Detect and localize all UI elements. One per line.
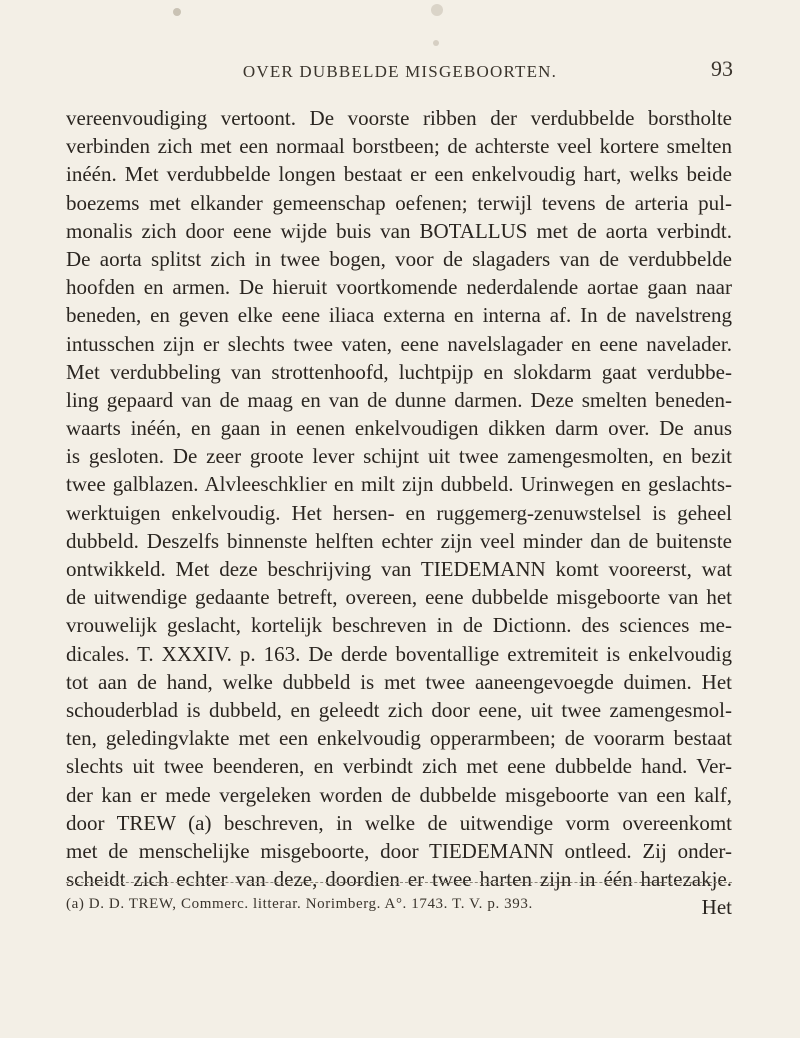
text-line: beneden, en geven elke eene iliaca externa en interna af. In de navelstreng [66,303,732,328]
text-line: dubbeld. Deszelfs binnenste helften echter zijn veel minder dan de buitenste [66,528,732,553]
text-line: waarts inéén, en gaan in eenen enkelvoudigen dikken darm over. De anus [66,416,732,441]
text-line: is gesloten. De zeer groote lever schijnt uit twee zamengesmolten, en bezit [66,444,732,469]
footnote: (a) D. D. TREW, Commerc. litterar. Norimberg. A°. 1743. T. V. p. 393. [66,896,533,912]
foxing-spot [431,4,443,16]
text-line: vrouwelijk geslacht, kortelijk beschreven in de Dictionn. des sciences me- [66,613,732,638]
text-line: verbinden zich met een normaal borstbeen; de achterste veel kortere smelten [66,134,732,159]
text-line: Met verdubbeling van strottenhoofd, luchtpijp en slokdarm gaat verdubbe- [66,359,732,384]
text-line: ling gepaard van de maag en van de dunne darmen. Deze smelten beneden- [66,387,732,412]
text-line: schouderblad is dubbeld, en geleedt zich door eene, uit twee zamengesmol- [66,697,732,722]
text-line: vereenvoudiging vertoont. De voorste ribben der verdubbelde borstholte [66,106,732,130]
running-title: OVER DUBBELDE MISGEBOORTEN. [242,62,558,81]
text-line: boezems met elkander gemeenschap oefenen; terwijl tevens de arteria pul- [66,190,732,215]
text-line: werktuigen enkelvoudig. Het hersen- en ruggemerg-zenuwstelsel is geheel [66,500,732,525]
text-line: ten, geledingvlakte met een enkelvoudig opperarmbeen; de voorarm bestaat [66,726,732,751]
text-line: inéén. Met verdubbelde longen bestaat er een enkelvoudig hart, welks beide [66,162,732,187]
text-line: Het [701,895,732,920]
text-line: De aorta splitst zich in twee bogen, voor de slagaders van de verdubbelde [66,246,732,271]
text-line: monalis zich door eene wijde buis van BOTALLUS met de aorta verbindt. [66,218,732,243]
page-number: 93 [711,56,733,81]
text-line: scheidt zich echter van deze, doordien er twee harten zijn in één hartezakje. [66,867,732,892]
text-line: ontwikkeld. Met deze beschrijving van TIEDEMANN komt vooreerst, wat [66,557,732,581]
text-line: dicales. T. XXXIV. p. 163. De derde boventallige extremiteit is enkelvoudig [66,641,732,666]
text-line: intusschen zijn er slechts twee vaten, eene navelslagader en eene navelader. [66,331,732,356]
text-line: door TREW (a) beschreven, in welke de uitwendige vorm overeenkomt [66,810,732,835]
text-line: hoofden en armen. De hieruit voortkomende nederdalende aortae gaan naar [66,275,732,300]
text-line: slechts uit twee beenderen, en verbindt zich met eene dubbelde hand. Ver- [66,754,732,779]
text-line: met de menschelijke misgeboorte, door TIEDEMANN ontleed. Zij onder- [66,838,732,863]
text-line: twee galblazen. Alvleeschklier en milt zijn dubbeld. Urinwegen en geslachts- [66,472,732,497]
running-head [0,56,800,90]
footnote-divider [66,882,732,883]
foxing-spot [173,8,181,16]
body-text [66,104,732,921]
text-line: der kan er mede vergeleken worden de dubbelde misgeboorte van een kalf, [66,782,732,807]
foxing-spot [433,40,439,46]
text-line: de uitwendige gedaante betreft, overeen, eene dubbelde misgeboorte van het [66,585,732,610]
text-line: tot aan de hand, welke dubbeld is met twee aaneengevoegde duimen. Het [66,669,732,694]
